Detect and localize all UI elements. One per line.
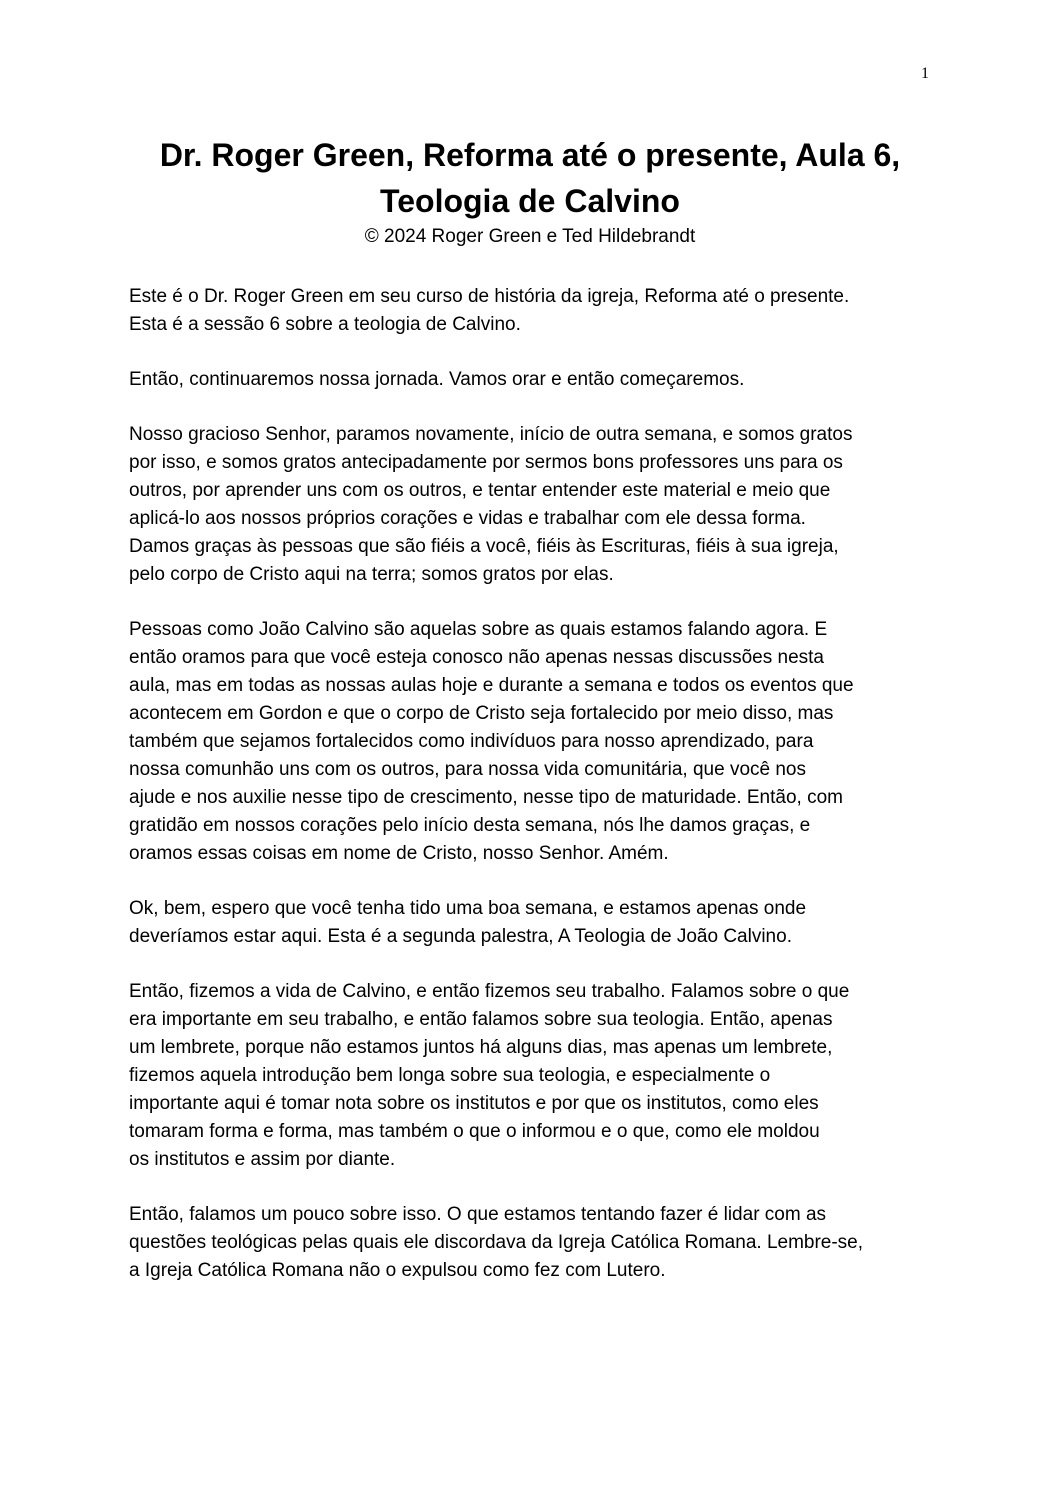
paragraph-recap: Então, fizemos a vida de Calvino, e então fizemos seu trabalho. Falamos sobre o que era importante em seu trabalho, e então falamos sobre sua teologia. Então, apenas um lembrete, porque não estamos juntos há alguns dias, mas apenas um lembrete, fizemos aquela introdução bem longa sobre sua teologia, e especialmente o importante aqui é tomar nota sobre os institutos e por que os institutos, como eles tomaram forma e forma, mas também o que o informou e o que, como ele moldou os institutos e assim por diante. bbox=[129, 981, 850, 1170]
paragraph-lecture-intro: Ok, bem, espero que você tenha tido uma boa semana, e estamos apenas onde deveríamos estar aqui. Esta é a segunda palestra, A Teologia de João Calvino. bbox=[129, 898, 807, 947]
paragraph-journey: Então, continuaremos nossa jornada. Vamos orar e então começaremos. bbox=[129, 369, 745, 390]
document-title bbox=[100, 132, 960, 224]
page-number: 1 bbox=[921, 65, 929, 82]
transcript-body bbox=[129, 283, 941, 1312]
paragraph-intro: Este é o Dr. Roger Green em seu curso de história da igreja, Reforma até o presente. Esta é a sessão 6 sobre a teologia de Calvino. bbox=[129, 286, 850, 335]
title-line-1: Dr. Roger Green, Reforma até o presente, Aula 6, bbox=[159, 137, 901, 173]
title-line-2: Teologia de Calvino bbox=[380, 183, 680, 219]
paragraph-prayer-continued: Pessoas como João Calvino são aquelas sobre as quais estamos falando agora. E então oramos para que você esteja conosco não apenas nessas discussões nesta aula, mas em todas as nossas aulas hoje e durante a semana e todos os eventos que acontecem em Gordon e que o corpo de Cristo seja fortalecido por meio disso, mas também que sejamos fortalecidos como indivíduos para nosso aprendizado, para nossa comunhão uns com os outros, para nossa vida comunitária, que você nos ajude e nos auxilie nesse tipo de crescimento, nesse tipo de maturidade. Então, com gratidão em nossos corações pelo início desta semana, nós lhe damos graças, e oramos essas coisas em nome de Cristo, nosso Senhor. Amém. bbox=[129, 619, 854, 864]
paragraph-theological-questions: Então, falamos um pouco sobre isso. O que estamos tentando fazer é lidar com as questões teológicas pelas quais ele discordava da Igreja Católica Romana. Lembre-se, a Igreja Católica Romana não o expulsou como fez com Lutero. bbox=[129, 1204, 864, 1281]
paragraph-prayer: Nosso gracioso Senhor, paramos novamente, início de outra semana, e somos gratos por isso, e somos gratos antecipadamente por sermos bons professores uns para os outros, por aprender uns com os outros, e tentar entender este material e meio que aplicá-lo aos nossos próprios corações e vidas e trabalhar com ele dessa forma. Damos graças às pessoas que são fiéis a você, fiéis às Escrituras, fiéis à sua igreja, pelo corpo de Cristo aqui na terra; somos gratos por elas. bbox=[129, 424, 853, 585]
copyright-notice: © 2024 Roger Green e Ted Hildebrandt bbox=[364, 226, 696, 247]
